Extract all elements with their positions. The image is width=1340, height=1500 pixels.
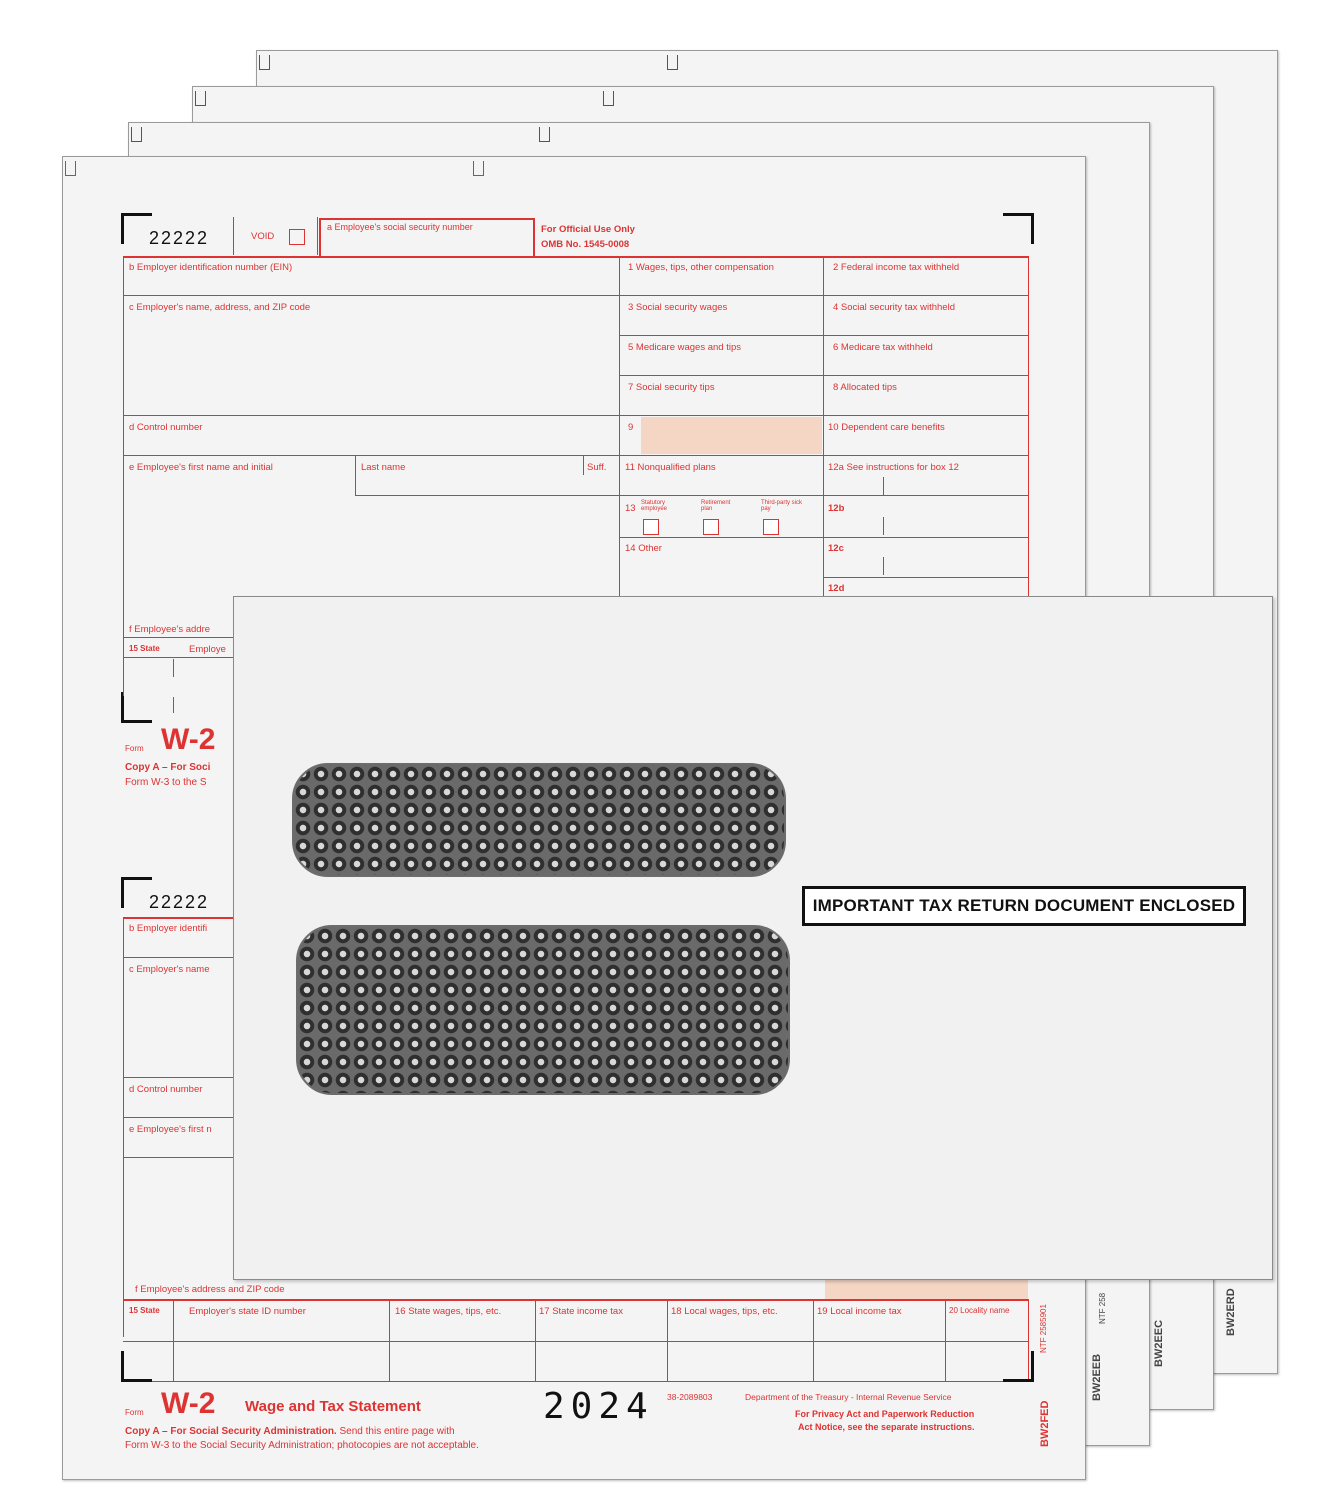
void-checkbox[interactable] — [289, 229, 305, 245]
rule — [123, 917, 124, 1337]
box-18-label: 18 Local wages, tips, etc. — [671, 1306, 778, 1317]
box-12c-label: 12c — [828, 543, 844, 554]
box-1-label: 1 Wages, tips, other compensation — [628, 262, 774, 273]
box-c-partial-label: c Employer's name — [129, 964, 210, 975]
rule — [619, 375, 1029, 376]
box-13-label: 13 — [625, 503, 636, 514]
box-8-label: 8 Allocated tips — [833, 382, 897, 393]
rule — [619, 537, 1029, 538]
sheet-notch — [65, 161, 76, 176]
suffix-label: Suff. — [587, 462, 607, 473]
double-window-envelope — [233, 596, 1273, 1280]
box-15-partial-label: Employe — [189, 644, 226, 655]
ntf-code-back: NTF 258 — [1098, 1292, 1107, 1324]
box-14-label: 14 Other — [625, 543, 662, 554]
retirement-label: Retirement plan — [701, 500, 731, 512]
rule — [1028, 256, 1029, 598]
copy-a-line-1 — [125, 1427, 455, 1437]
box-15-label-2: 15 State — [129, 1306, 160, 1315]
box-12a-label: 12a See instructions for box 12 — [828, 462, 959, 473]
privacy-line-1: For Privacy Act and Paperwork Reduction — [795, 1409, 975, 1419]
registration-corner — [1003, 1351, 1034, 1382]
third-party-label: Third-party sick pay — [761, 500, 803, 512]
last-name-label: Last name — [361, 462, 406, 473]
rule — [123, 1381, 1029, 1382]
state-id-label: Employer's state ID number — [189, 1306, 306, 1317]
box-10-label: 10 Dependent care benefits — [828, 422, 945, 433]
form-title: Wage and Tax Statement — [245, 1398, 421, 1415]
copy-a-bold: Copy A – For Social Security Administration. — [125, 1426, 337, 1437]
rule — [823, 577, 1029, 578]
copy-a-partial-1: Copy A – For Soci — [125, 762, 211, 773]
rule — [173, 1301, 174, 1381]
box-19-label: 19 Local income tax — [817, 1306, 902, 1317]
control-code: 22222 — [149, 228, 210, 248]
official-use-label: For Official Use Only — [541, 224, 635, 235]
statutory-label: Statutory employee — [641, 500, 668, 512]
rule — [233, 217, 234, 255]
copy-a-partial-2: Form W-3 to the S — [125, 777, 207, 788]
rule — [389, 1301, 390, 1381]
box-e-partial-label: e Employee's first n — [129, 1124, 212, 1135]
box-15-label: 15 State — [129, 644, 160, 653]
box-11-label: 11 Nonqualified plans — [625, 462, 716, 473]
form-word-2: Form — [125, 1408, 144, 1417]
rule — [883, 557, 884, 575]
rule — [535, 1301, 536, 1381]
box-f-partial-label: f Employee's addre — [129, 624, 211, 635]
rule — [619, 335, 1029, 336]
tax-year: 2024 — [543, 1386, 654, 1427]
box-a-label: a Employee's social security number — [327, 222, 473, 232]
sheet-notch — [195, 91, 206, 106]
rule — [123, 256, 124, 696]
side-form-code: BW2EEC — [1153, 1319, 1165, 1367]
rule — [355, 455, 356, 495]
box-3-label: 3 Social security wages — [628, 302, 728, 313]
catalog-number: 38-2089803 — [667, 1392, 713, 1402]
envelope-label: IMPORTANT TAX RETURN DOCUMENT ENCLOSED — [802, 886, 1246, 926]
box-d-partial-label: d Control number — [129, 1084, 203, 1095]
box-5-label: 5 Medicare wages and tips — [628, 342, 742, 353]
box-e-label: e Employee's first name and initial — [129, 462, 273, 473]
copy-a-line-2: Form W-3 to the Social Security Administration; photocopies are not acceptable. — [125, 1440, 479, 1451]
rule — [123, 455, 1029, 456]
box-12d-label: 12d — [828, 583, 845, 594]
sheet-notch — [473, 161, 484, 176]
dept-label: Department of the Treasury - Internal Revenue Service — [745, 1392, 952, 1402]
side-form-code: BW2EEB — [1091, 1353, 1103, 1401]
retirement-checkbox[interactable] — [703, 519, 719, 535]
form-name: W-2 — [161, 723, 216, 756]
box-b-label: b Employer identification number (EIN) — [129, 262, 293, 273]
box-d-label: d Control number — [129, 422, 203, 433]
box-7-label: 7 Social security tips — [628, 382, 715, 393]
box-f-label: f Employee's address and ZIP code — [135, 1284, 285, 1295]
sheet-notch — [603, 91, 614, 106]
rule — [123, 415, 1029, 416]
rule — [883, 477, 884, 495]
sheet-notch — [539, 127, 550, 142]
box-c-label: c Employer's name, address, and ZIP code — [129, 302, 311, 313]
ntf-code: NTF 2585901 — [1039, 1304, 1048, 1353]
rule — [355, 495, 1029, 496]
rule — [583, 455, 584, 475]
form-word: Form — [125, 744, 144, 753]
registration-corner — [121, 877, 152, 908]
envelope-window-bottom — [296, 925, 790, 1095]
box-12b-label: 12b — [828, 503, 845, 514]
rule — [173, 659, 174, 677]
privacy-line-2: Act Notice, see the separate instructions. — [798, 1422, 975, 1432]
rule — [823, 256, 824, 598]
registration-corner — [1003, 213, 1034, 244]
box-2-label: 2 Federal income tax withheld — [833, 262, 960, 273]
side-form-code: BW2FED — [1039, 1400, 1051, 1447]
rule — [813, 1301, 814, 1381]
omb-number: OMB No. 1545-0008 — [541, 239, 630, 250]
form-name-2: W-2 — [161, 1387, 216, 1420]
rule — [667, 1301, 668, 1381]
sheet-notch — [259, 55, 270, 70]
registration-corner — [121, 1351, 152, 1382]
rule — [173, 697, 174, 713]
rule — [883, 517, 884, 535]
envelope-window-top — [292, 763, 786, 877]
statutory-checkbox[interactable] — [643, 519, 659, 535]
box-9-label: 9 — [628, 422, 634, 433]
third-party-checkbox[interactable] — [763, 519, 779, 535]
control-code-2: 22222 — [149, 892, 210, 912]
rule — [945, 1301, 946, 1381]
rule — [123, 256, 1029, 258]
registration-corner — [121, 692, 152, 723]
rule — [123, 1299, 1029, 1301]
side-form-code: BW2ERD — [1225, 1288, 1237, 1336]
sheet-notch — [667, 55, 678, 70]
box-9-shade — [641, 417, 822, 454]
sheet-notch — [131, 127, 142, 142]
copy-a-rest: Send this entire page with — [336, 1426, 455, 1437]
void-label: VOID — [251, 231, 275, 242]
box-shade-bottom — [825, 1279, 1028, 1300]
rule — [123, 1341, 1029, 1342]
rule — [619, 256, 620, 598]
box-20-label: 20 Locality name — [949, 1306, 1010, 1315]
box-17-label: 17 State income tax — [539, 1306, 623, 1317]
rule — [123, 295, 1029, 296]
box-16-label: 16 State wages, tips, etc. — [395, 1306, 502, 1317]
box-b-partial-label: b Employer identifi — [129, 923, 208, 934]
rule — [317, 217, 318, 255]
box-6-label: 6 Medicare tax withheld — [833, 342, 933, 353]
registration-corner — [121, 213, 152, 244]
box-4-label: 4 Social security tax withheld — [833, 302, 955, 313]
